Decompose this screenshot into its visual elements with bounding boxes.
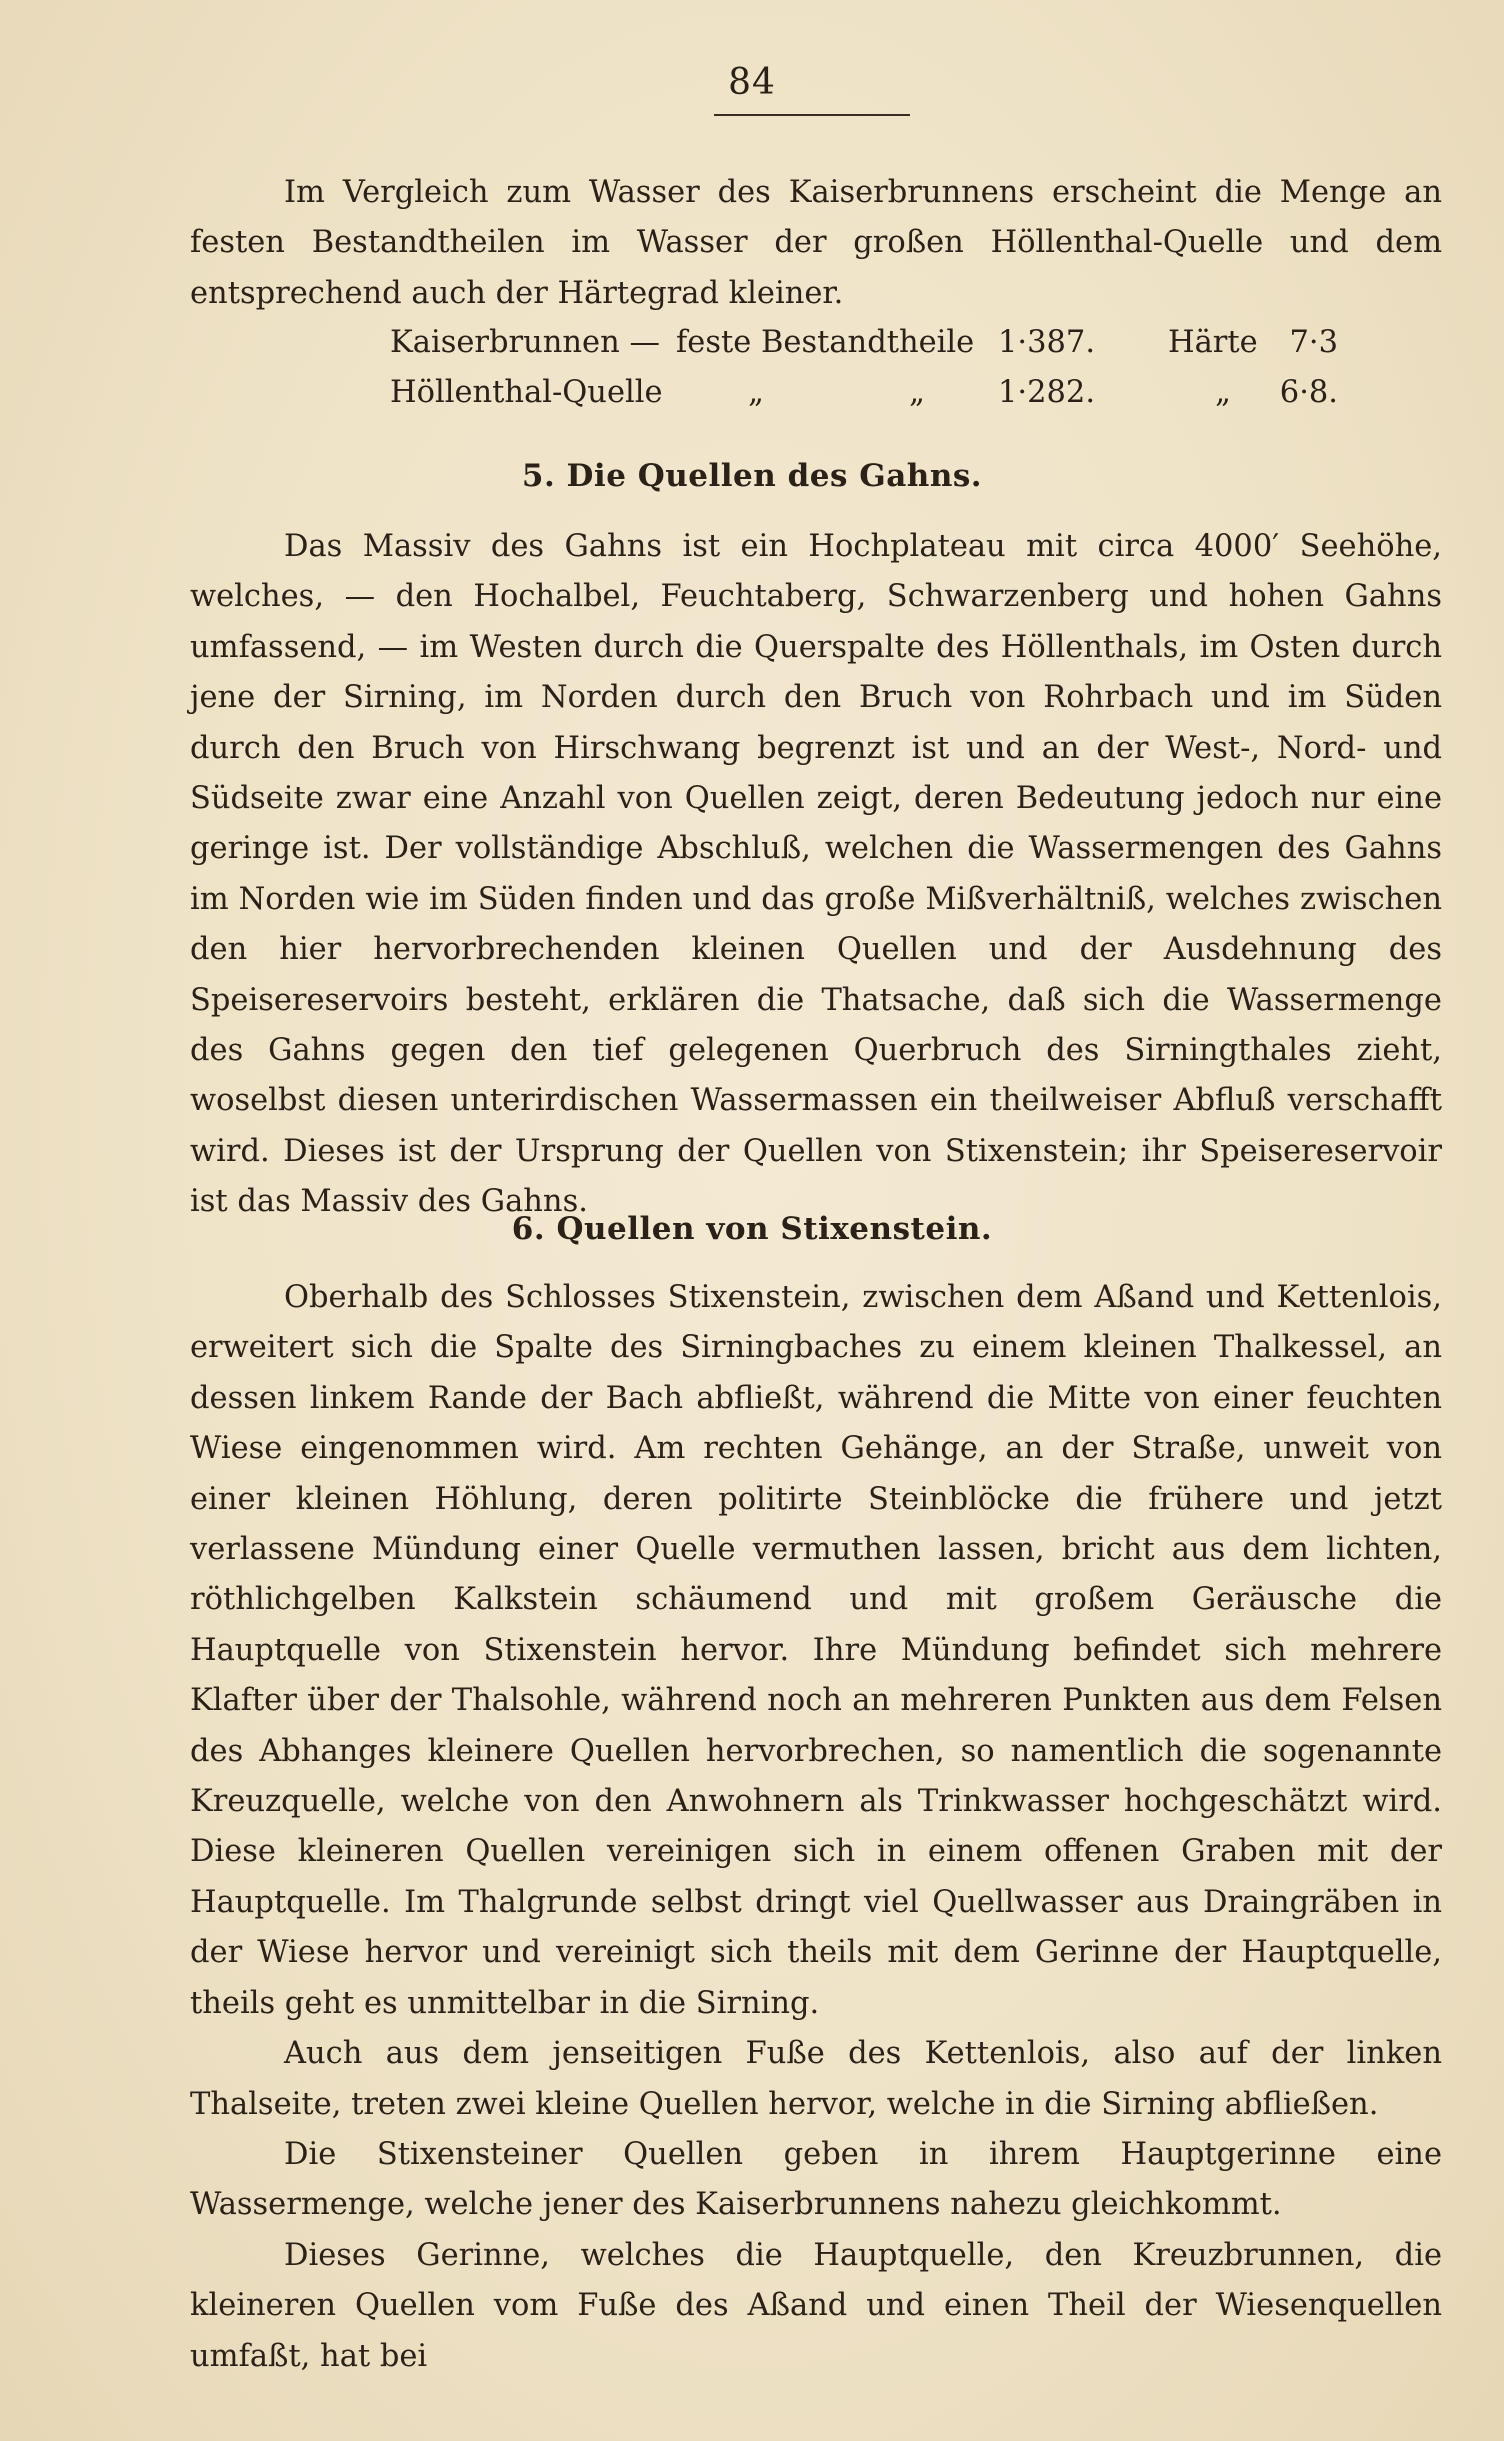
section-5-paragraph: Das Massiv des Gahns ist ein Hochplateau mit circa 4000′ Seehöhe, welches, — den Hochalbel, Feuchtaberg, Schwarzenberg und hohen Gahns umfassend, — im Westen durch die Querspalte des Höllenthals, im Osten durch jene der Sirning, im Norden durch den Bruch von Rohrbach und im Süden durch den Bruch von Hirschwang begrenzt ist und an der West-, Nord- und Südseite zwar eine Anzahl von Quellen zeigt, deren Bedeutung jedoch nur eine geringe ist. Der vollständige Abschluß, welchen die Wassermengen des Gahns im Norden wie im Süden finden und das große Mißverhältniß, welches zwischen den hier hervorbrechenden kleinen Quellen und der Ausdehnung des Speisereservoirs besteht, erklären die Thatsache, daß sich die Wassermenge des Gahns gegen den tief gelegenen Querbruch des Sirningthales zieht, woselbst diesen unterirdischen Wassermassen ein theilweiser Abfluß verschafft wird. Dieses ist der Ursprung der Quellen von Stixenstein; ihr Speisereservoir ist das Massiv des Gahns. xyxy=(190,529,1442,1220)
solids-value: 1·387. xyxy=(998,325,1096,360)
section-6-paragraph: Auch aus dem jenseitigen Fuße des Kettenlois, also auf der linken Thalseite, treten zwei kleine Quellen hervor, welche in die Sirning abfließen. xyxy=(190,2036,1442,2122)
source-name: Höllenthal-Quelle xyxy=(390,375,663,410)
section-5-body xyxy=(190,522,1442,1228)
hardness-label: Härte xyxy=(1168,325,1258,360)
section-6-body xyxy=(190,1273,1442,2382)
dash: — xyxy=(629,325,660,360)
ditto-mark: „ xyxy=(748,375,764,410)
comparison-row-hoellenthal xyxy=(390,368,1338,418)
ditto-mark: „ xyxy=(909,375,925,410)
comparison-table xyxy=(390,318,1338,418)
source-name: Kaiserbrunnen xyxy=(390,325,620,360)
section-heading-6: 6. Quellen von Stixenstein. xyxy=(511,1211,993,1247)
hardness-value: 7·3 xyxy=(1289,325,1338,360)
page-number: 84 xyxy=(728,62,776,103)
section-6-paragraph: Dieses Gerinne, welches die Hauptquelle, den Kreuzbrunnen, die kleineren Quellen vom Fuße des Aßand und einen Theil der Wiesenquellen umfaßt, hat bei xyxy=(190,2237,1442,2374)
intro-paragraph-text: Im Vergleich zum Wasser des Kaiserbrunnens erscheint die Menge an festen Bestandtheilen im Wasser der großen Höllenthal-Quelle und dem entsprechend auch der Härtegrad kleiner. xyxy=(190,175,1442,311)
hardness-value: 6·8. xyxy=(1279,375,1338,410)
section-6-paragraph: Die Stixensteiner Quellen geben in ihrem Hauptgerinne eine Wassermenge, welche jener des Kaiserbrunnens nahezu gleichkommt. xyxy=(190,2136,1442,2223)
ditto-mark: „ xyxy=(1215,375,1231,410)
comparison-row-kaiserbrunnen xyxy=(390,318,1338,368)
intro-paragraph xyxy=(190,168,1442,319)
solids-label: feste Bestandtheile xyxy=(676,325,975,360)
section-heading-5: 5. Die Quellen des Gahns. xyxy=(521,458,983,494)
header-rule xyxy=(714,114,910,116)
section-6-paragraph: Oberhalb des Schlosses Stixenstein, zwischen dem Aßand und Kettenlois, erweitert sich die Spalte des Sirningbaches zu einem kleinen Thalkessel, an dessen linkem Rande der Bach abfließt, während die Mitte von einer feuchten Wiese eingenommen wird. Am rechten Gehänge, an der Straße, unweit von einer kleinen Höhlung, deren politirte Steinblöcke die frühere und jetzt verlassene Mündung einer Quelle vermuthen lassen, bricht aus dem lichten, röthlichgelben Kalkstein schäumend und mit großem Geräusche die Hauptquelle von Stixenstein hervor. Ihre Mündung befindet sich mehrere Klafter über der Thalsohle, während noch an mehreren Punkten aus dem Felsen des Abhanges kleinere Quellen hervorbrechen, so namentlich die sogenannte Kreuzquelle, welche von den Anwohnern als Trinkwasser hochgeschätzt wird. Diese kleineren Quellen vereinigen sich in einem offenen Graben mit der Hauptquelle. Im Thalgrunde selbst dringt viel Quellwasser aus Draingräben in der Wiese hervor und vereinigt sich theils mit dem Gerinne der Hauptquelle, theils geht es unmittelbar in die Sirning. xyxy=(190,1280,1442,2021)
solids-value: 1·282. xyxy=(998,375,1096,410)
